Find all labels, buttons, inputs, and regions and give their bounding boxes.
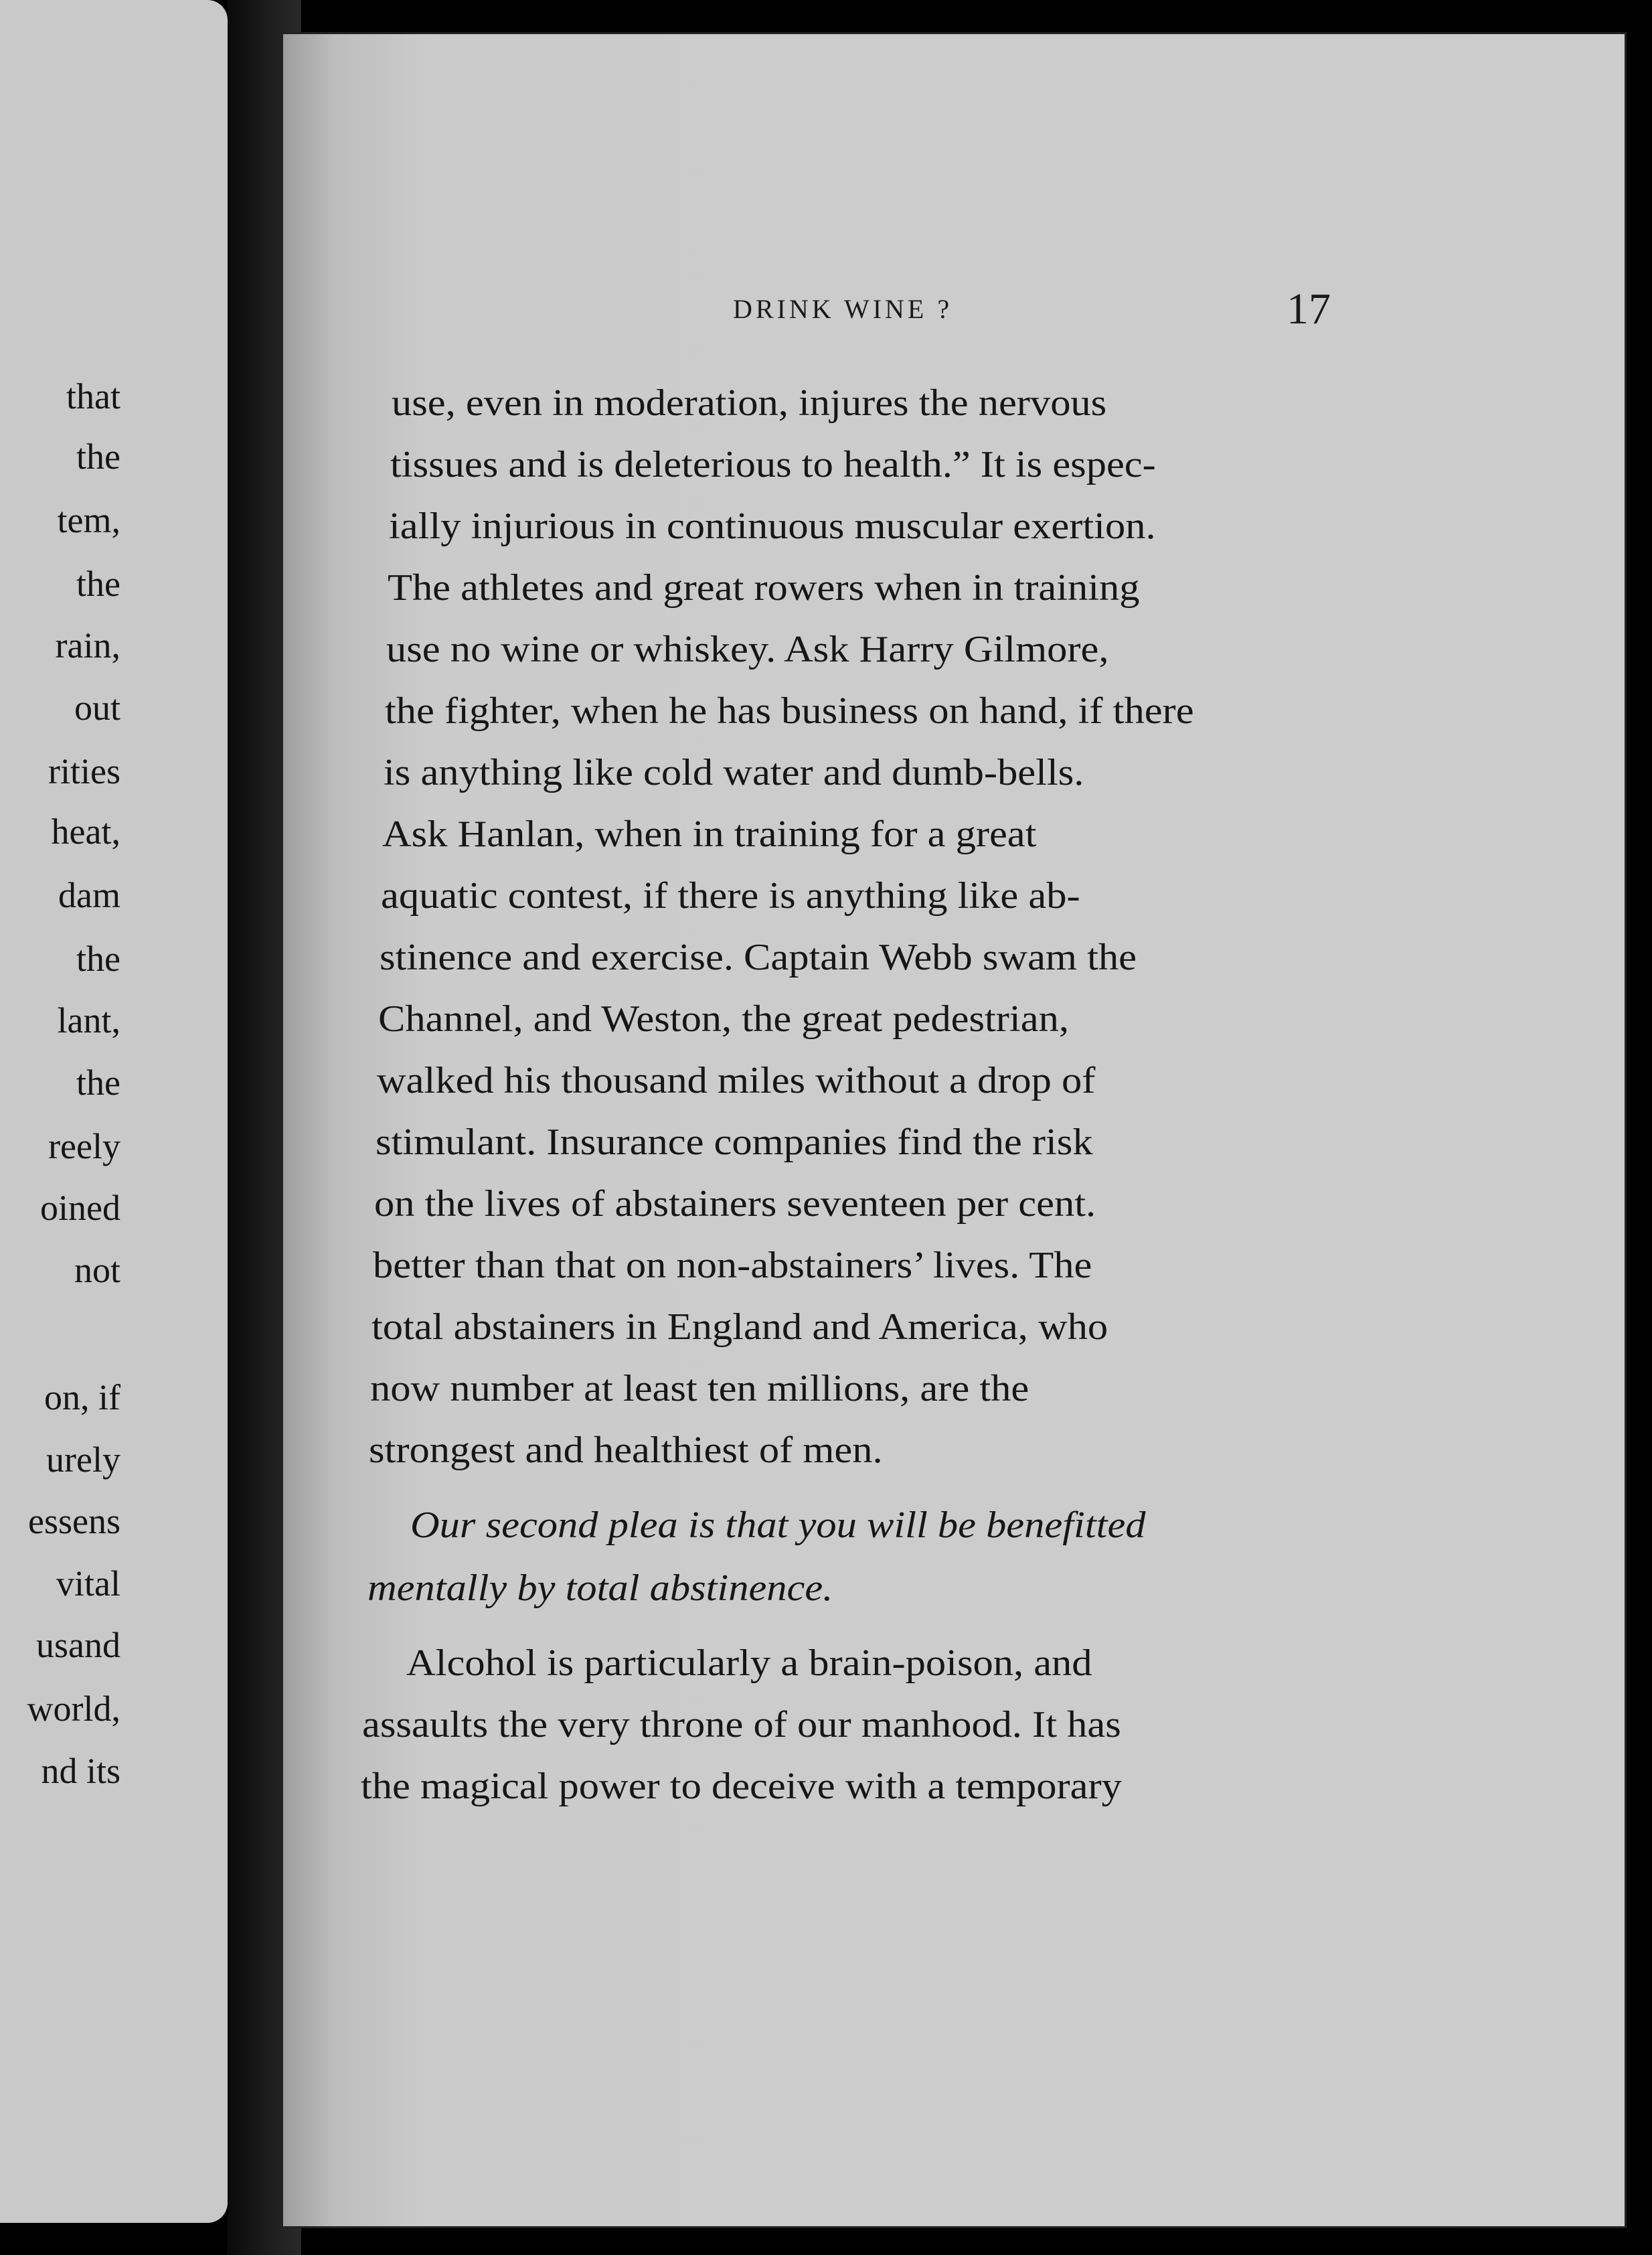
body-line: use no wine or whiskey. Ask Harry Gilmore, xyxy=(386,629,1109,670)
body-line: is anything like cold water and dumb-bells. xyxy=(384,752,1084,793)
left-page-fragment xyxy=(0,0,228,2223)
body-line: the magical power to deceive with a temporary xyxy=(361,1766,1122,1807)
body-line: tissues and is deleterious to health.” It is espec- xyxy=(390,444,1156,485)
left-page-line: out xyxy=(74,688,120,728)
body-line: stimulant. Insurance companies find the risk xyxy=(376,1121,1093,1163)
page-number: 17 xyxy=(1287,285,1331,333)
left-page-line: urely xyxy=(46,1440,120,1480)
left-page-line: vital xyxy=(56,1563,120,1604)
left-page-line: oined xyxy=(40,1188,120,1228)
running-header: DRINK WINE ? xyxy=(733,294,953,324)
italic-body-line: Our second plea is that you will be benefitted xyxy=(410,1504,1146,1546)
body-line: on the lives of abstainers seventeen per cent. xyxy=(374,1183,1096,1225)
left-page-line: usand xyxy=(36,1625,120,1665)
left-page-line: world, xyxy=(27,1689,120,1729)
body-line: strongest and healthiest of men. xyxy=(369,1429,883,1471)
left-page-line: dam xyxy=(58,875,120,915)
body-line: the fighter, when he has business on hand, if there xyxy=(385,690,1194,732)
body-line: ially injurious in continuous muscular exertion. xyxy=(389,506,1156,547)
left-page-line: the xyxy=(76,437,120,477)
body-line: now number at least ten millions, are the xyxy=(370,1368,1029,1409)
left-page-line: rain, xyxy=(55,625,120,666)
body-line: assaults the very throne of our manhood. It has xyxy=(362,1704,1121,1745)
left-page-line: heat, xyxy=(51,811,120,852)
body-line: total abstainers in England and America, who xyxy=(371,1306,1108,1348)
left-page-line: tem, xyxy=(57,500,120,540)
body-line: stinence and exercise. Captain Webb swam the xyxy=(380,937,1137,978)
left-page-line: rities xyxy=(48,751,120,791)
body-line: walked his thousand miles without a drop of xyxy=(377,1060,1096,1101)
body-line: Channel, and Weston, the great pedestrian, xyxy=(378,998,1069,1040)
left-page-line: nd its xyxy=(41,1751,120,1791)
left-page-line: lant, xyxy=(57,1000,120,1040)
left-page-line: essens xyxy=(28,1501,120,1541)
left-page-line: the xyxy=(76,939,120,979)
body-line: The athletes and great rowers when in training xyxy=(388,567,1140,609)
left-page-line: the xyxy=(76,564,120,604)
italic-body-line: mentally by total abstinence. xyxy=(367,1567,833,1609)
body-line: Alcohol is particularly a brain-poison, and xyxy=(406,1642,1092,1684)
left-page-line: the xyxy=(76,1063,120,1103)
body-line: aquatic contest, if there is anything like ab- xyxy=(381,875,1080,917)
left-page-line: reely xyxy=(48,1126,120,1166)
left-page-line: not xyxy=(74,1250,120,1290)
body-line: better than that on non-abstainers’ lives. The xyxy=(373,1245,1092,1286)
body-line: Ask Hanlan, when in training for a great xyxy=(382,813,1037,855)
left-page-line: on, if xyxy=(44,1377,120,1417)
body-line: use, even in moderation, injures the nervous xyxy=(392,382,1107,424)
left-page-line: that xyxy=(66,376,120,416)
